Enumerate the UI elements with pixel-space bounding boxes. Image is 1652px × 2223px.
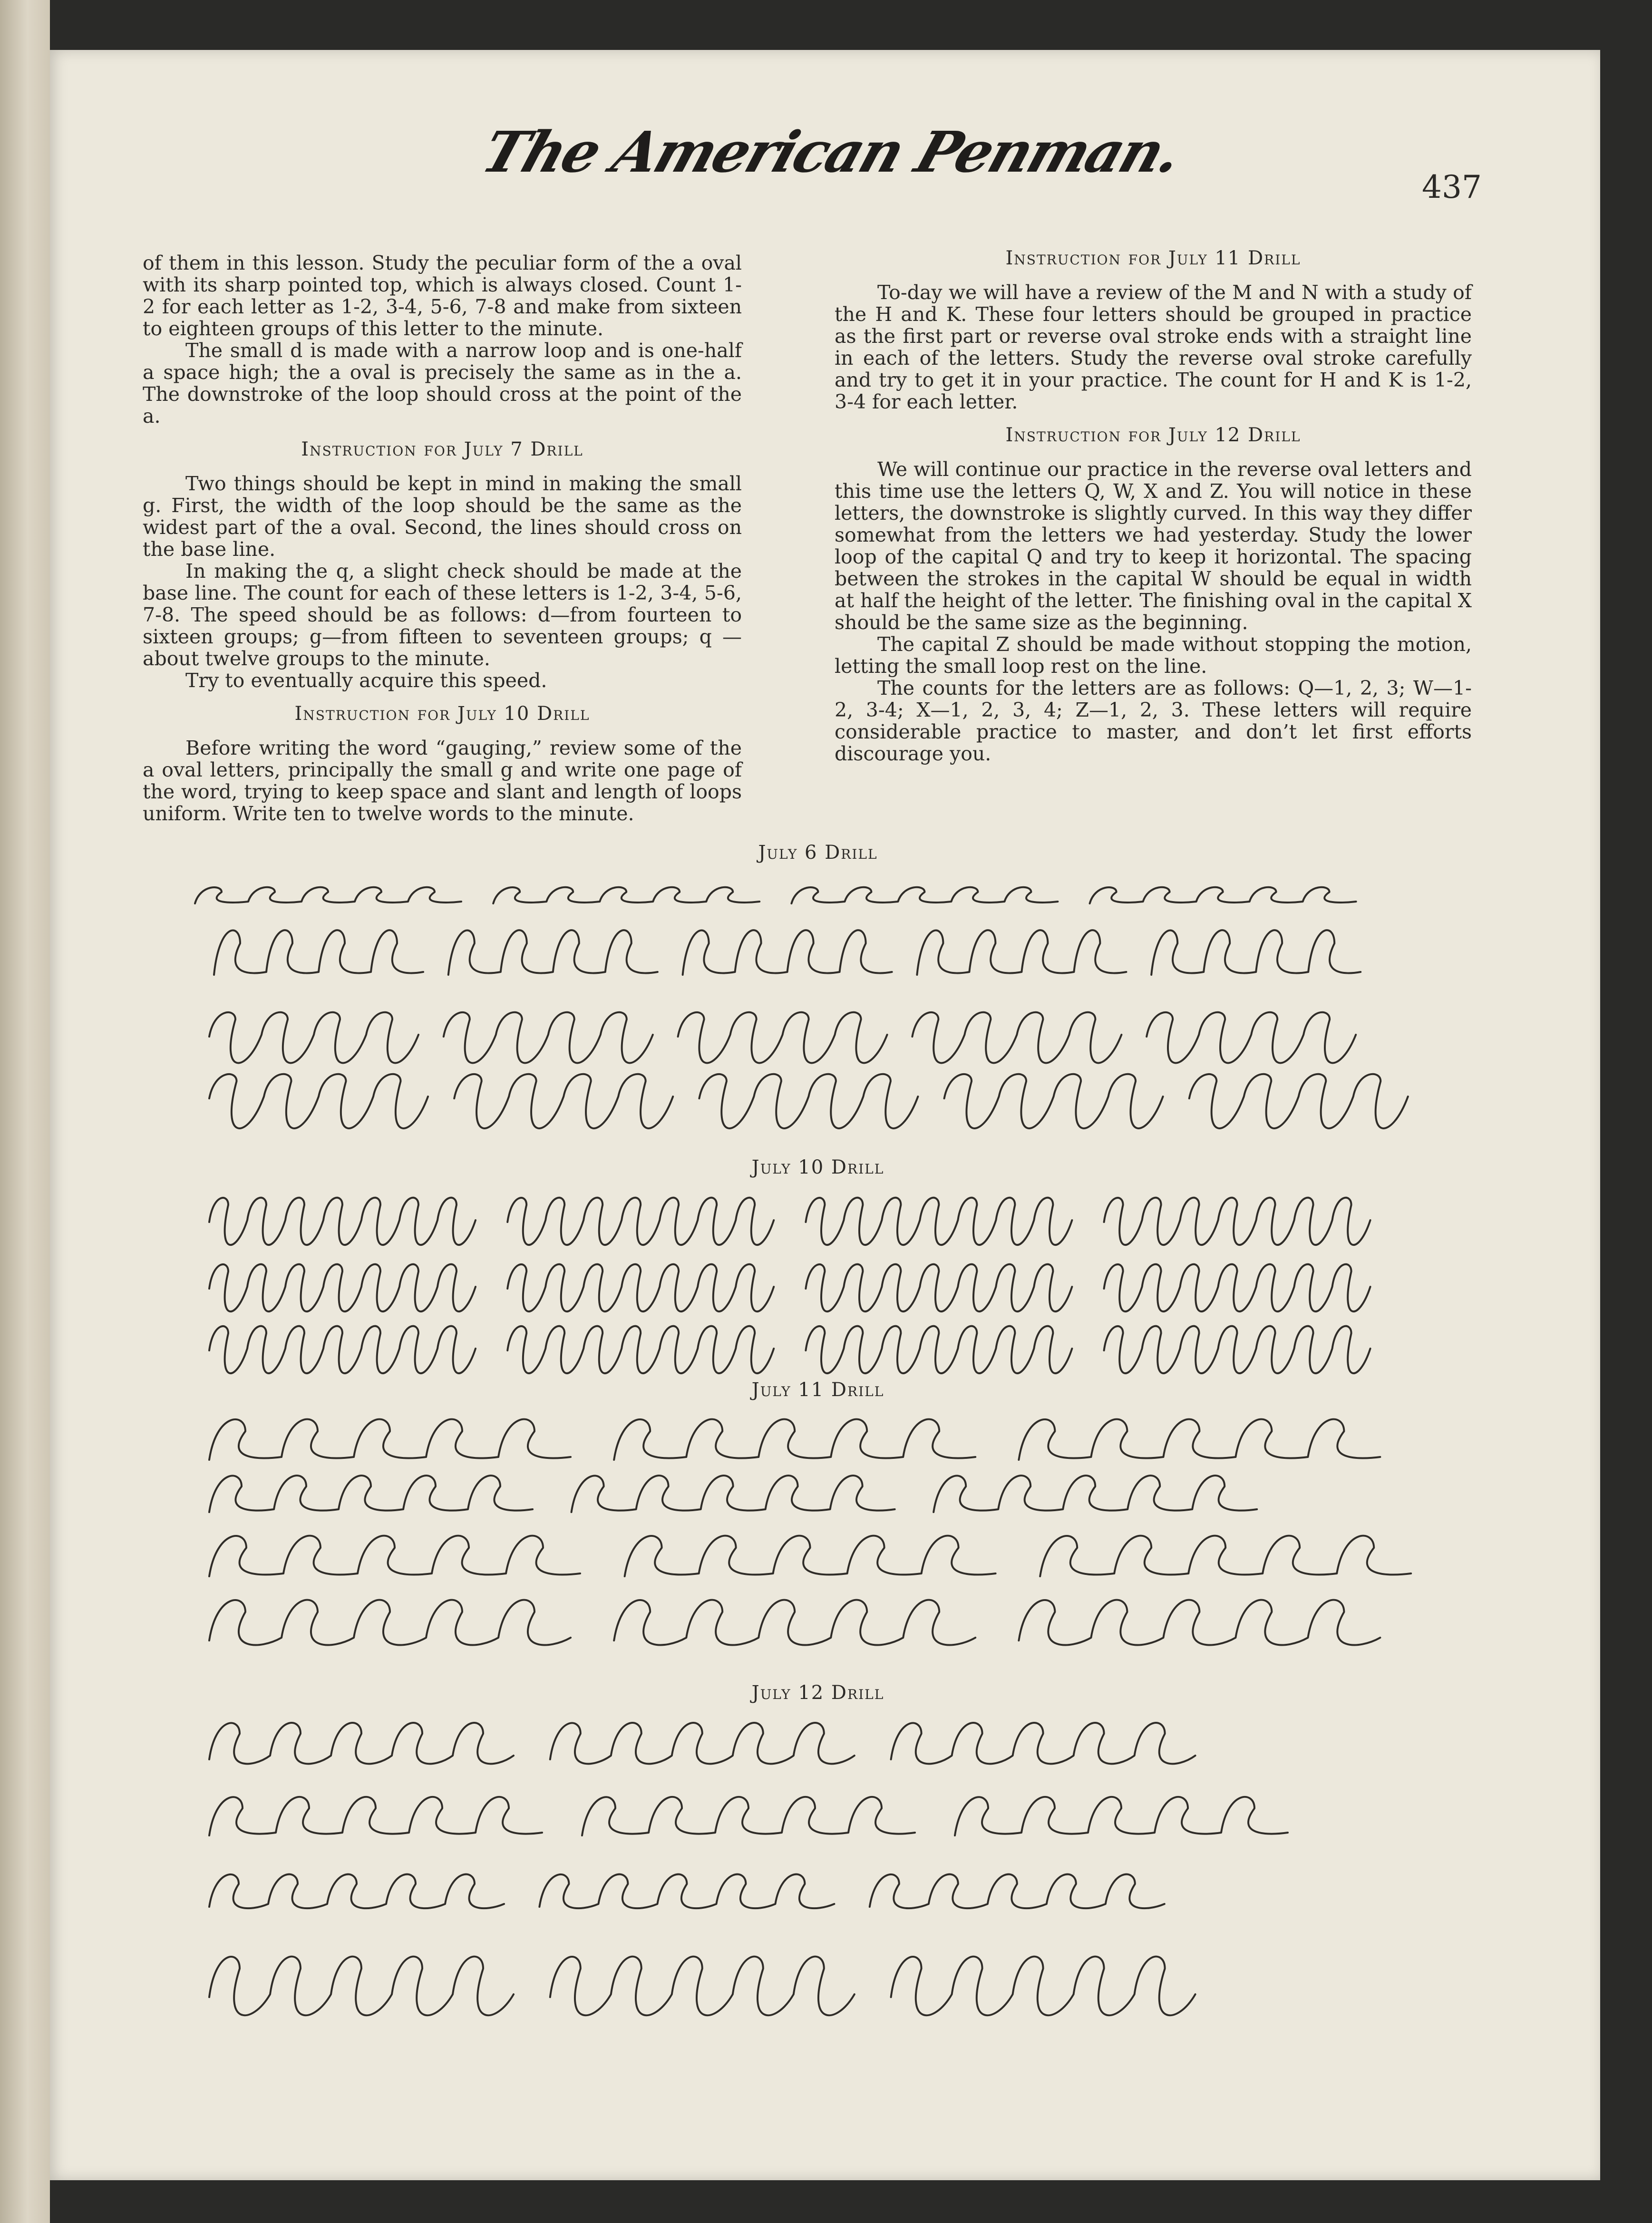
left-page-edge [0, 0, 50, 2223]
specimen-gauging2-stroke [209, 1264, 1370, 1311]
specimen-N-stroke [209, 1476, 1257, 1512]
specimen-row-gauging2 [204, 1255, 1441, 1327]
specimen-M-stroke [209, 1419, 1380, 1460]
specimen-row-a [190, 875, 1450, 922]
left-paragraph-5: Try to eventually acquire this speed. [185, 669, 547, 692]
specimen-g2-stroke [209, 1074, 1408, 1128]
specimen-row-gauging1 [204, 1189, 1441, 1260]
left-paragraph-1: of them in this lesson. Study the peculiar form of the a oval with its sharp pointed top, which is always closed. Count 1-2 for each letter as 1-2, 3-4, 5-6, 7-8 and make from sixteen to eighteen groups of this letter to the minute. [143, 252, 742, 340]
right-paragraph-4: The counts for the letters are as follows: Q—1, 2, 3; W—1-2, 3-4; X—1, 2, 3, 4; Z—1, 2, 3. These letters will require considerable practice to master, and don’t let first efforts discourage you. [835, 677, 1472, 765]
specimen-X-stroke [209, 1874, 1165, 1908]
specimen-gauging1-stroke [209, 1198, 1370, 1245]
page-number: 437 [1422, 169, 1482, 205]
heading-july10: Instruction for July 10 Drill [294, 703, 590, 725]
specimen-row-M [204, 1408, 1441, 1469]
specimen-row-N [204, 1465, 1441, 1526]
left-column [143, 252, 742, 825]
heading-july12: Instruction for July 12 Drill [1005, 424, 1301, 446]
specimen-row-gauging3 [204, 1317, 1441, 1388]
specimen-W-stroke [209, 1797, 1288, 1835]
specimen-row-H [204, 1526, 1441, 1588]
masthead [428, 105, 1474, 204]
masthead-title: The American Penman. [474, 119, 1189, 185]
specimen-Z-stroke [209, 1957, 1195, 2016]
specimen-K-stroke [209, 1600, 1380, 1645]
specimen-row-X [204, 1864, 1441, 1926]
drill-label-july12: July 12 Drill [751, 1682, 884, 1704]
specimen-d-stroke [214, 930, 1360, 975]
specimen-row-Z [204, 1945, 1441, 2030]
right-paragraph-3: The capital Z should be made without stopping the motion, letting the small loop rest on the line. [835, 633, 1472, 678]
left-paragraph-2: The small d is made with a narrow loop and is one-half a space high; the a oval is precisely the same as in the a. The downstroke of the loop should cross at the point of the a. [143, 339, 742, 427]
heading-july11: Instruction for July 11 Drill [1005, 247, 1301, 269]
left-paragraph-3: Two things should be kept in mind in making the small g. First, the width of the loop should be the same as the widest part of the a oval. Second, the lines should cross on the base line. [143, 472, 742, 561]
specimen-row-d [209, 922, 1446, 989]
specimen-gauging3-stroke [209, 1326, 1370, 1373]
specimen-row-Q [204, 1712, 1441, 1778]
specimen-row-K [204, 1588, 1441, 1660]
drill-label-july10: July 10 Drill [751, 1156, 884, 1178]
right-paragraph-1: To-day we will have a review of the M and N with a study of the H and K. These four letters should be grouped in practice as the first part or reverse oval stroke ends with a straight line in each of the letters. Study the reverse oval stroke carefully and try to get it in your practice. The count for H and K is 1-2, 3-4 for each letter. [835, 281, 1472, 413]
right-paragraph-2: We will continue our practice in the reverse oval letters and this time use the letters Q, W, X and Z. You will notice in these letters, the downstroke is slightly curved. In this way they differ somewhat from the letters we had yesterday. Study the lower loop of the capital Q and try to keep it horizontal. The spacing between the strokes in the capital W should be equal in width at half the height of the letter. The finishing oval in the capital X should be the same size as the beginning. [835, 458, 1472, 634]
specimen-row-g2 [204, 1070, 1450, 1151]
specimen-row-W [204, 1788, 1441, 1850]
drill-label-july11: July 11 Drill [751, 1379, 884, 1401]
left-paragraph-6: Before writing the word “gauging,” review some of the a oval letters, principally the small g and write one page of the word, trying to keep space and slant and length of loops uniform. Write ten to twelve words to the minute. [143, 737, 742, 825]
specimen-H-stroke [209, 1536, 1411, 1576]
left-paragraph-4: In making the q, a slight check should be made at the base line. The count for each of these letters is 1-2, 3-4, 5-6, 7-8. The speed should be as follows: d—from fourteen to sixteen groups; g—from fifteen to seventeen groups; q —about twelve groups to the minute. [143, 560, 742, 670]
specimen-Q-stroke [209, 1723, 1195, 1764]
specimen-g1-stroke [209, 1012, 1356, 1063]
heading-july7: Instruction for July 7 Drill [301, 438, 583, 460]
right-column [835, 247, 1472, 765]
drill-label-july6: July 6 Drill [758, 842, 878, 864]
specimen-a-stroke [195, 887, 1356, 903]
